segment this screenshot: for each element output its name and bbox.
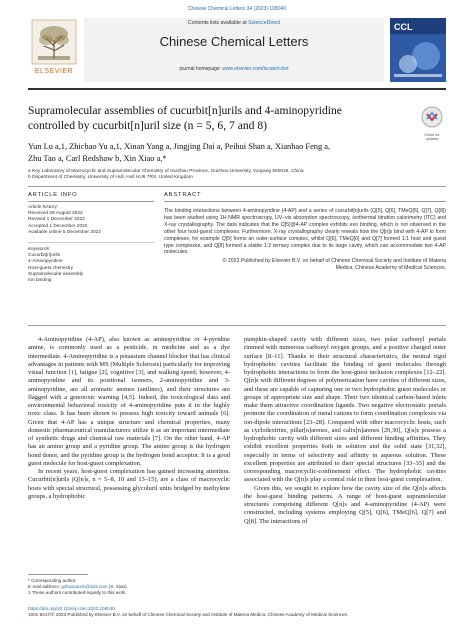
email-link[interactable]: gzhxxiaoxin@163.com xyxy=(61,584,108,589)
article-info xyxy=(28,192,154,284)
elsevier-wordmark: ELSEVIER xyxy=(34,68,74,75)
abstract-text: The binding interactions between 4-aminopyridine (4-AP) and a series of cucurbit[n]urils (Q[5], Q[6], TMeQ[6], Q[7], Q[8]) has been studied using 1H NMR spectroscopy, UV–vis absorption spectroscopy, isothermal titration calorimetry (ITC) and X-ray crystallography. The data indicates that the Q[5]@4-AP complex exhibits exo binding, which is not observed in the other four host-guest complexes. Furthermore, X-ray crystallography clearly reveals how the Q[n]s bind with 4-AP to form complexes, for example Q[5] forms an outer-surface complex, whilst Q[6], TMeQ[6] and Q[7] formed 1:1 host and guest type complexes, and Q[8] formed a stable 1:2 ternary complex due to its large cavity, which can accommodate two 4-AP molecules. xyxy=(164,208,446,256)
abstract-copyright-2: Medica, Chinese Academy of Medical Sciences. xyxy=(335,265,446,272)
banner-rule xyxy=(28,88,446,90)
running-header[interactable]: Chinese Chemical Letters 34 (2023) 108040 xyxy=(187,6,287,12)
authors-line-1: Yun Lu a,1, Zhichao Yu a,1, Xinan Yang a, Jingjing Dai a, Peihui Shan a, Xianhao Feng a, xyxy=(28,142,331,151)
email-suffix: (X. Xiao). xyxy=(107,584,128,589)
crossmark-icon xyxy=(418,106,446,128)
keyword: Cucurbit[n]urils xyxy=(28,253,60,259)
abstract-bottom-rule xyxy=(28,325,446,326)
abstract-heading: ABSTRACT xyxy=(164,192,202,198)
keyword: Supramolecular assembly xyxy=(28,271,84,277)
footnotes xyxy=(28,578,230,596)
journal-header-box xyxy=(84,18,384,82)
keyword: Ion binding xyxy=(28,278,52,284)
elsevier-logo[interactable] xyxy=(28,18,80,80)
corresponding-note: * Corresponding author. xyxy=(28,578,77,583)
body-paragraph: 4-Aminopyridine (4-AP), also known as aminopyridine or 4-pyridine amine, is commonly used as a pesticide, in medicine and as a dye intermediate. 4-Aminopyridine is a potassium channel blocker that has clinical advantages in patients with MS (Multiple Sclerosis) particularly for improving visual function [1], fatigue [2], cognitive [3], and walking speed; however, 4-aminopyridine and its positional isomers, 2-aminopyridine and 3-aminopyridine, are all aromatic amines (anilines), and their structures are flagged with a genotoxic warning [4,5]. Indeed, the toxicological data and environmental behavioral toxicity of 4-aminopyridine puts it in the highly toxic class. It has been shown to possess high toxicity toward animals [6]. Given that 4-AP has a unique structure and chemical properties, many domestic pharmaceutical manufacturers utilize it as an important intermediate of synthetic drugs and chemical raw materials [7]. On the other hand, 4-AP has an amino group and a pyridine group. The amino group is the hydrogen bond donor, and the pyridine group is the hydrogen bond acceptor. It is a good guest molecule for host-guest complexation. xyxy=(28,336,230,467)
journal-cover-thumbnail[interactable] xyxy=(390,18,446,82)
abstract-copyright-1: © 2023 Published by Elsevier B.V. on behalf of Chinese Chemical Society and Institute of Materia xyxy=(222,258,446,265)
email-label: E-mail address: xyxy=(28,584,62,589)
doi-footer xyxy=(28,606,446,618)
article-info-rule xyxy=(28,201,154,202)
title-line-2: controlled by cucurbit[n]uril size (n = 5, 6, 7 and 8) xyxy=(28,118,267,132)
body-paragraph: pumpkin-shaped cavity with different sizes, two polar carbonyl portals rimmed with numerous carbonyl oxygen groups, and a positive charged outer surface [8–11]. Thanks to their structural characteristics, the neutral rigid hydrophobic cavities facilitate the binding of guest molecules through hydrophobic interactions to form the host-guest inclusion complexes [12–22]. Q[n]s with different degrees of polymerization have cavities of different sizes, and these are capable of capturing one or two hydrophobic guest molecules or groups of appropriate size and shape. Their two identical carbon-based inlets make them attractive coordination ligands. Two negative electrostatic portals promote the coordination of metal cations to form coordination complexes via ion-dipole interactions [23–28]. Compared with other macrocyclic hosts, such as cyclodextrins, pillar[n]arenes, and calix[n]arenes [29,30], Q[n]s possess a hydrophobic cavity with different sizes and different binding affinities. They exhibit excellent properties both in solution and the solid state [31,32], especially in terms of selectivity and affinity in aqueous solution. These excellent properties are attributed to their special structures [33–35] and the corresponding macrocyclic-confinement effect. The hydrophobic cavities associated with the Q[n]s play a central role in their host-guest complexation. xyxy=(244,336,446,484)
authors-line-2: Zhu Tao a, Carl Redshaw b, Xin Xiao a,* xyxy=(28,154,167,163)
keywords-rule xyxy=(28,242,154,243)
body-left-column xyxy=(28,336,230,501)
history-accepted: Accepted 1 December 2022 xyxy=(28,223,88,229)
homepage-link[interactable]: www.elsevier.com/locate/cclet xyxy=(222,66,289,72)
contents-prefix: Contents lists available at xyxy=(187,20,249,26)
title-line-1: Supramolecular assemblies of cucurbit[n]urils and 4-aminopyridine xyxy=(28,104,342,117)
article-title xyxy=(28,104,388,133)
affiliation-a: a Key Laboratory of Macrocyclic and Supramolecular Chemistry of Guizhou Province, Guizhou University, Guiyang 550025, China xyxy=(28,169,304,174)
abstract xyxy=(164,192,446,272)
keywords-label: Keywords: xyxy=(28,247,51,253)
sciencedirect-link[interactable]: ScienceDirect xyxy=(248,20,281,26)
body-paragraph: In recent years, host-guest complexation has gained increasing attention. Cucurbit[n]urils (Q[n]s, n = 5–8, 10 and 13–15), are a class of macrocyclic hosts with special structural, possessing glycoluril units bridged by methylene groups, a hydrophobic xyxy=(28,468,230,500)
crossmark-badge[interactable] xyxy=(418,106,446,141)
history-revised: Revised 1 December 2022 xyxy=(28,217,85,223)
journal-banner xyxy=(28,18,446,82)
author-list xyxy=(28,141,428,165)
body-paragraph: Given this, we sought to explore how the cavity size of the Q[n]s affects the host-guest binding patterns. A range of host-guest supramolecular structures comprising different Q[n]s and 4-aminopyridine (4-AP) were constructed, including systems employing Q[5], Q[6], TMeQ[6], Q[7] and Q[8]. The interactions of xyxy=(244,484,446,525)
history-online: Available online 5 December 2022 xyxy=(28,229,101,235)
affiliation-rule xyxy=(28,186,446,187)
homepage-line xyxy=(84,66,384,72)
abstract-rule xyxy=(164,201,446,202)
affiliations xyxy=(28,169,446,182)
doi-link[interactable]: https://doi.org/10.1016/j.cclet.2022.108040 xyxy=(28,606,115,611)
history-received: Received 28 August 2022 xyxy=(28,211,83,217)
cover-artwork-icon xyxy=(390,34,446,82)
keyword: Host-guest chemistry xyxy=(28,265,74,271)
body-right-column xyxy=(244,336,446,526)
keyword: 4-Aminopyridine xyxy=(28,259,63,265)
cover-label: CCL xyxy=(394,22,413,32)
footnote-rule xyxy=(28,574,88,575)
history-label: Article history: xyxy=(28,205,59,210)
journal-title: Chinese Chemical Letters xyxy=(159,34,309,49)
affiliation-b: b Department of Chemistry, University of Hull, Hull HU6 7RX, United Kingdom xyxy=(28,175,193,181)
article-info-heading: ARTICLE INFO xyxy=(28,192,78,198)
crossmark-label: Check for updates xyxy=(424,133,440,141)
contents-line xyxy=(84,20,384,26)
issn-line: 1001-8417/© 2023 Published by Elsevier B.V. on behalf of Chinese Chemical Society and Institute of Materia Medica, Chinese Academy of Medical Sciences. xyxy=(28,612,349,617)
homepage-prefix: journal homepage: xyxy=(179,66,223,72)
equal-contribution-note: 1 These authors contributed equally to this work. xyxy=(28,590,127,595)
